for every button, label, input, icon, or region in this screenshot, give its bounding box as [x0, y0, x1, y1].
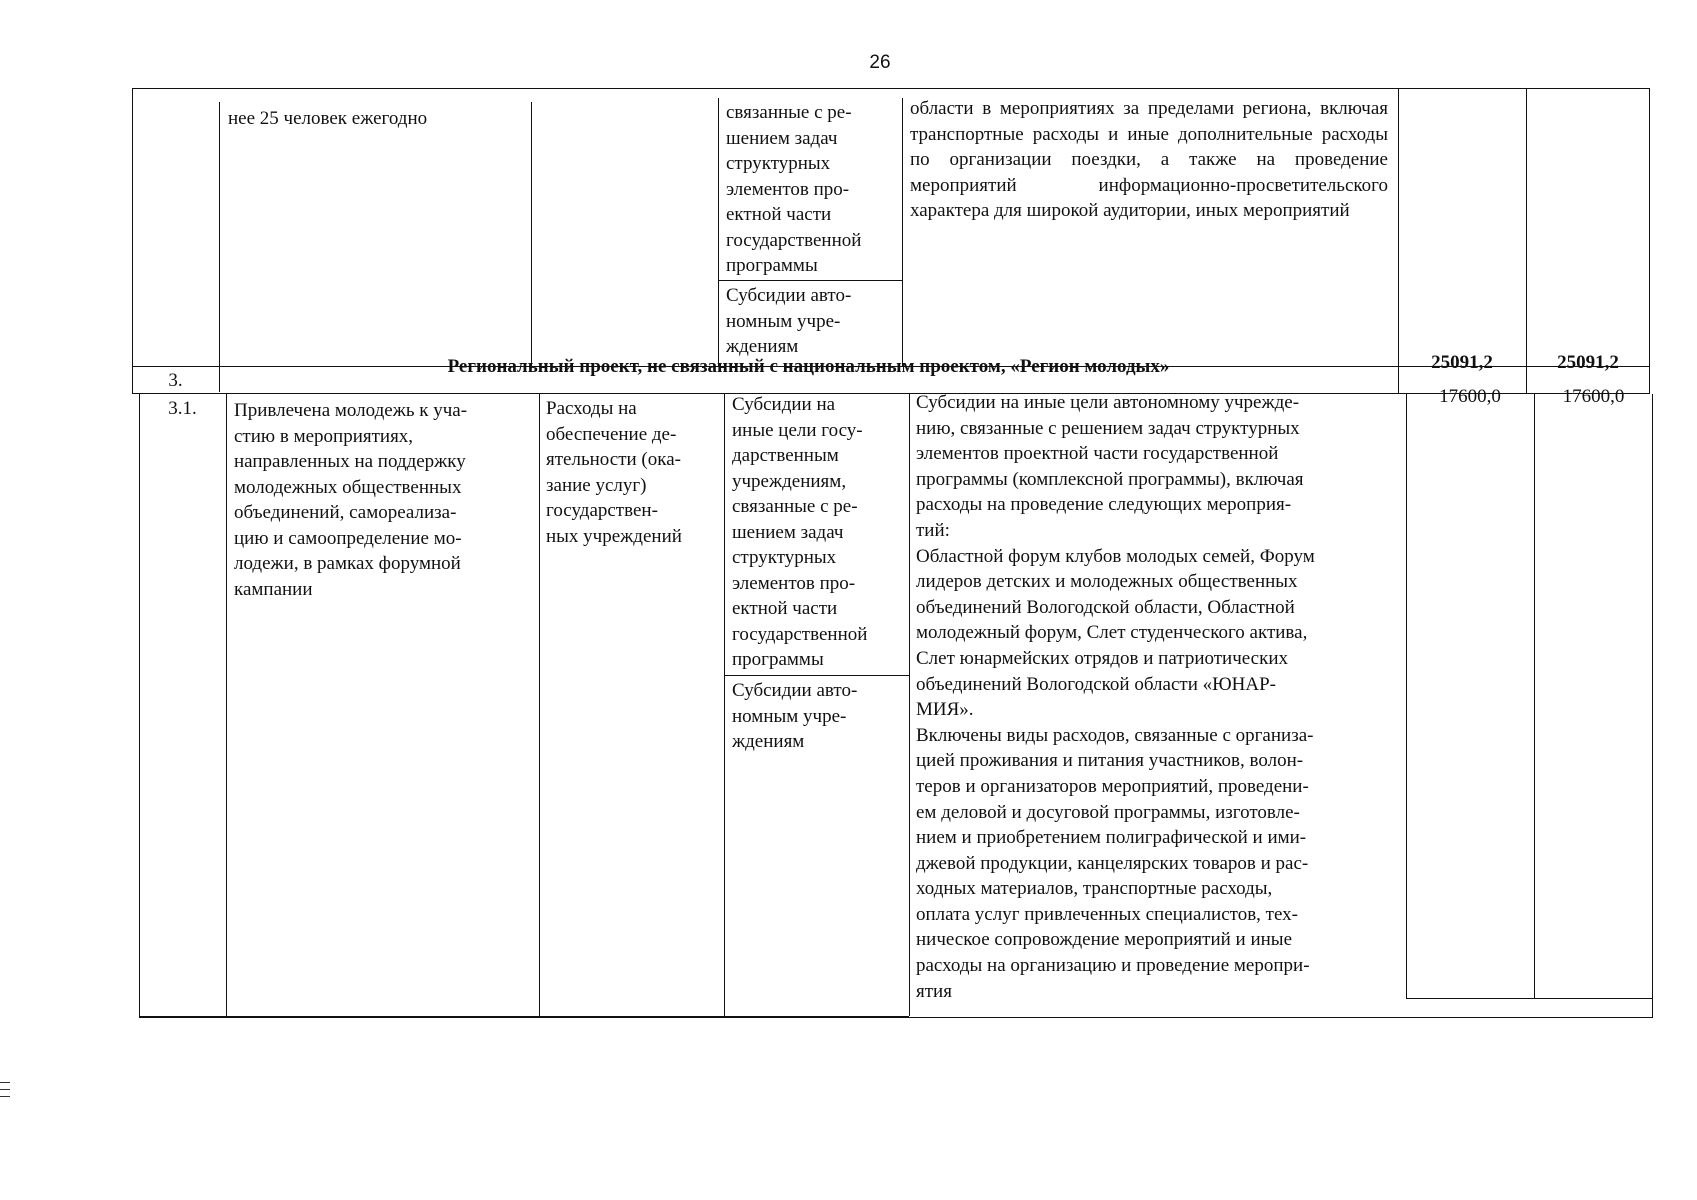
row-3-1-number: 3.1.: [168, 398, 197, 419]
row-3-1-description: Субсидии на иные цели автономному учрежде- нию, связанные с решением задач структурных элементов проектной части государственной программы (комплексной программы), включая расходы на проведение следующих мероприя- тий: Областной форум клубов молодых семей, Форум лидеров детских и молодежных общественных объединений Вологодской области, Областной молодежный форум, Слет студенческого актива, Слет юнармейских отрядов и патриотических объединений Вологодской области «ЮНАР- МИЯ». Включены виды расходов, связанные с организа- цией проживания и питания участников, волон- теров и организаторов мероприятий, проведени- ем деловой и досуговой программы, изготовле- нием и приобретением полиграфической и ими- джевой продукции, канцелярских товаров и рас- ходных материалов, транспортные расходы, оплата услуг привлеченных специалистов, тех- ническое сопровождение мероприятий и иные расходы на организацию и проведение меропри- ятия: [916, 392, 1315, 1002]
row-3-1-value-2: 17600,0: [1562, 386, 1625, 407]
row-3-1-expense-type-2: Субсидии авто- номным учре- ждениям: [732, 680, 858, 752]
row-3-1-value-1: 17600,0: [1439, 386, 1501, 407]
section-title: Региональный проект, не связанный с национальным проектом, «Регион молодых»: [447, 356, 1170, 377]
top-row-result: нее 25 человек ежегодно: [228, 108, 428, 129]
section-value-2: 25091,2: [1557, 352, 1619, 373]
margin-mark: [0, 1082, 10, 1103]
row-3-1-result: Привлечена молодежь к уча- стию в мероприятиях, направленных на поддержку молодежных общественных объединений, самореализа- цию и самоопределение мо- лодежи, в рамках форумной кампании: [234, 400, 468, 600]
section-number: 3.: [168, 370, 183, 391]
top-row-description: области в мероприятиях за пределами региона, включая транспортные расходы и иные дополнительные расходы по организации поездки, а также на проведение мероприятий информационно-просветительского характера для широкой аудитории, иных мероприятий: [910, 98, 1388, 221]
page-number: 26: [869, 52, 891, 73]
section-value-1: 25091,2: [1431, 352, 1493, 373]
top-row-expense-type-1: связанные с ре- шением задач структурных элементов про- ектной части государственной программы: [726, 102, 862, 276]
row-3-1-direction: Расходы на обеспечение де- ятельности (ока- зание услуг) государствен- ных учреждений: [546, 398, 682, 547]
top-row-expense-type-2: Субсидии авто- номным учре- ждениям: [726, 285, 852, 357]
row-3-1-expense-type-1: Субсидии на иные цели госу- дарственным учреждениям, связанные с ре- шением задач структурных элементов про- ектной части государственной программы: [732, 394, 868, 670]
